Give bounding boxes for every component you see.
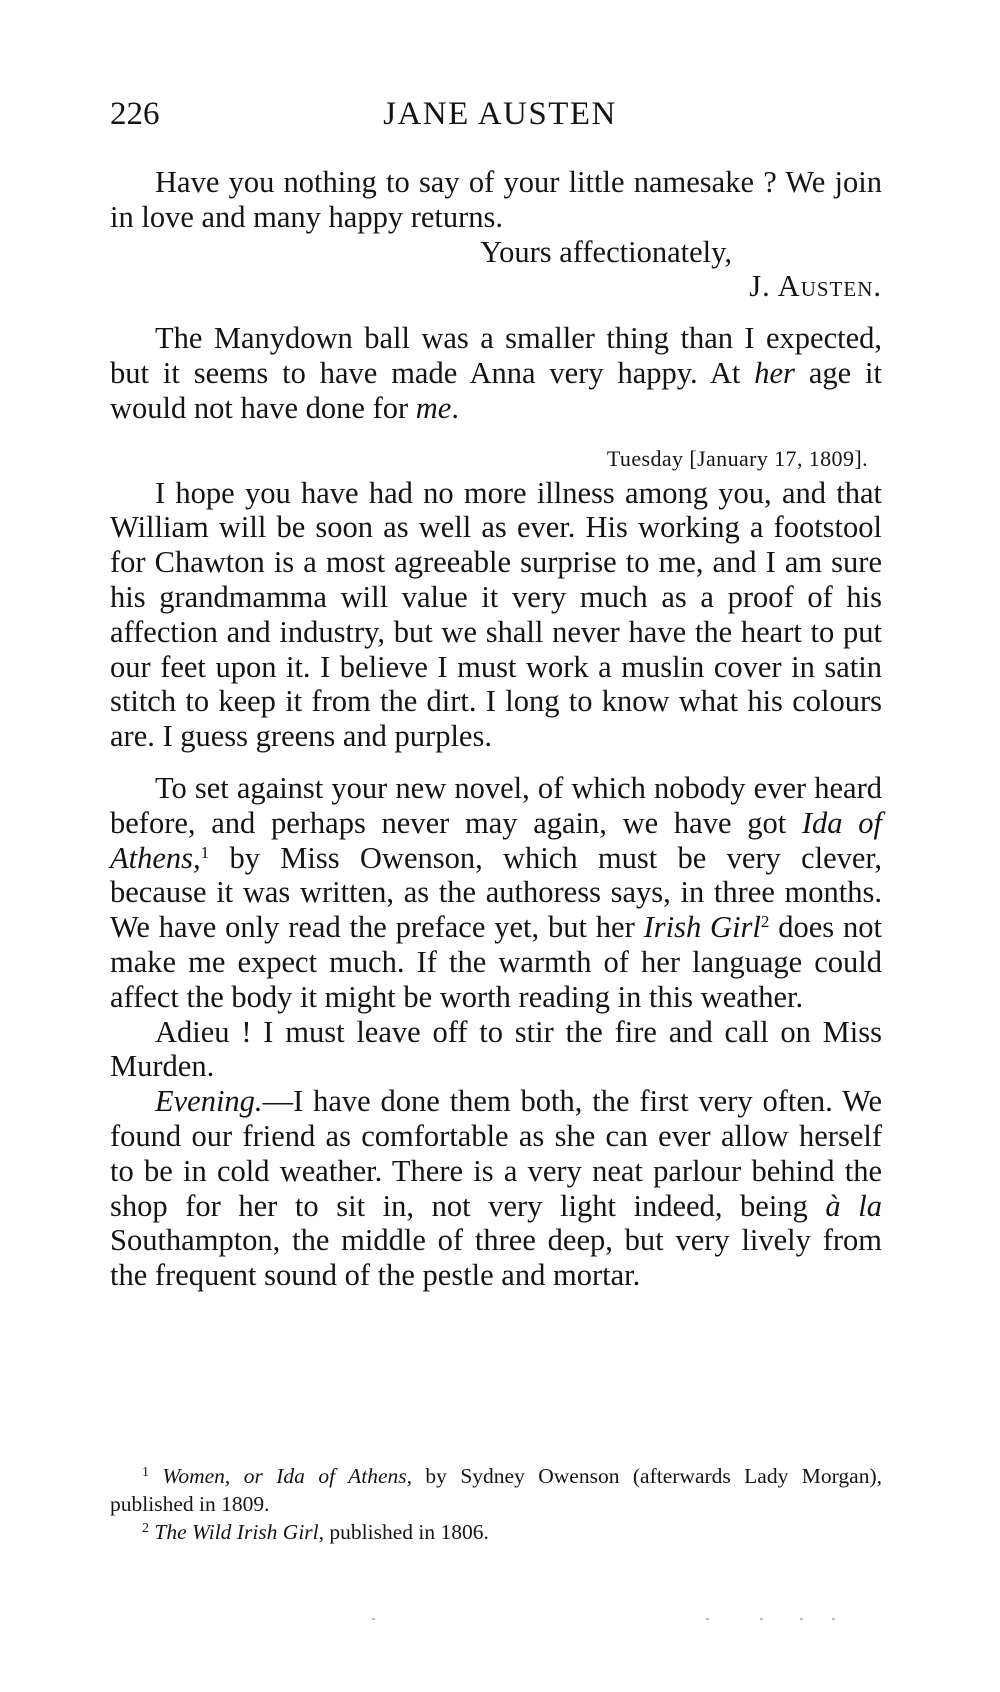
footnote-text: published in 1806. (324, 1520, 489, 1544)
text-run: Southampton, the middle of three deep, but very lively from the frequent sound of the pestle and mortar. (110, 1223, 882, 1293)
letter-closing-paragraph: Have you nothing to say of your little namesake ? We join in love and many happy returns. (110, 165, 882, 234)
emphasis-her: her (754, 355, 795, 390)
scan-speck (706, 1618, 709, 1620)
footnote-title: The Wild Irish Girl, (154, 1520, 325, 1544)
footnote-1 (110, 1462, 882, 1518)
text-run: . (451, 390, 459, 425)
paragraph-manydown (110, 321, 882, 425)
text-run: age it would not have done for (110, 355, 882, 425)
scan-speck (760, 1618, 763, 1620)
text-run: by Miss Owenson, which must be very clever, because it was written, as the authoress says, in three months. We have only read the preface yet, but her (110, 840, 882, 945)
page-header (110, 96, 890, 146)
footnote-mark: 1 (142, 1465, 149, 1480)
signature-text: J. Austen. (749, 269, 882, 304)
scan-speck (832, 1618, 835, 1620)
letter-closing-salutation: Yours affectionately, (480, 234, 732, 269)
text-run: does not make me expect much. If the warmth of her language could affect the body it might be worth reading in this weather. (110, 910, 882, 1014)
emphasis-a-la: à la (825, 1188, 882, 1223)
page-number: 226 (110, 96, 160, 132)
letter-signature (110, 269, 882, 304)
emphasis-me: me (415, 390, 452, 425)
footnote-ref-2[interactable]: 2 (760, 912, 770, 932)
book-title-ida: Ida of Athens, (110, 805, 882, 875)
emphasis-evening: Evening. (155, 1084, 263, 1119)
footnote-ref-1[interactable]: 1 (200, 842, 210, 862)
letter-dateline: Tuesday [January 17, 1809]. (606, 445, 868, 471)
paragraph-novel (110, 771, 882, 1015)
paragraph-evening (110, 1084, 882, 1293)
footnote-text: by Sydney Owenson (afterwards Lady Morgan), published in 1809. (110, 1464, 882, 1516)
footnotes (110, 1462, 882, 1546)
footnote-mark: 2 (142, 1521, 149, 1536)
book-title-irish-girl: Irish Girl (643, 910, 761, 945)
text-run: The Manydown ball was a smaller thing than I expected, but it seems to have made Anna very happy. At (110, 321, 882, 390)
scan-speck (372, 1618, 375, 1620)
running-head: JANE AUSTEN (383, 96, 617, 132)
paragraph-william: I hope you have had no more illness among you, and that William will be soon as well as ever. His working a footstool for Chawton is a most agreeable surprise to me, and I am sure his grandmamma will value it very much as a proof of his affection and industry, but we shall never have the heart to put our feet upon it. I believe I must work a muslin cover in satin stitch to keep it from the dirt. I long to know what his colours are. I guess greens and purples. (110, 475, 882, 754)
paragraph-adieu: Adieu ! I must leave off to stir the fire and call on Miss Murden. (110, 1014, 882, 1084)
text-run: To set against your new novel, of which nobody ever heard before, and perhaps never may again, we have got (110, 770, 882, 840)
scan-speck (800, 1618, 803, 1620)
footnote-title: Women, or Ida of Athens, (162, 1464, 412, 1488)
footnote-2 (110, 1518, 882, 1546)
text-run: —I have done them both, the first very often. We found our friend as comfortable as she can ever allow herself to be in cold weather. There is a very neat parlour behind the shop for her to sit in, not very light indeed, being (110, 1084, 882, 1223)
body-text (110, 165, 882, 1293)
